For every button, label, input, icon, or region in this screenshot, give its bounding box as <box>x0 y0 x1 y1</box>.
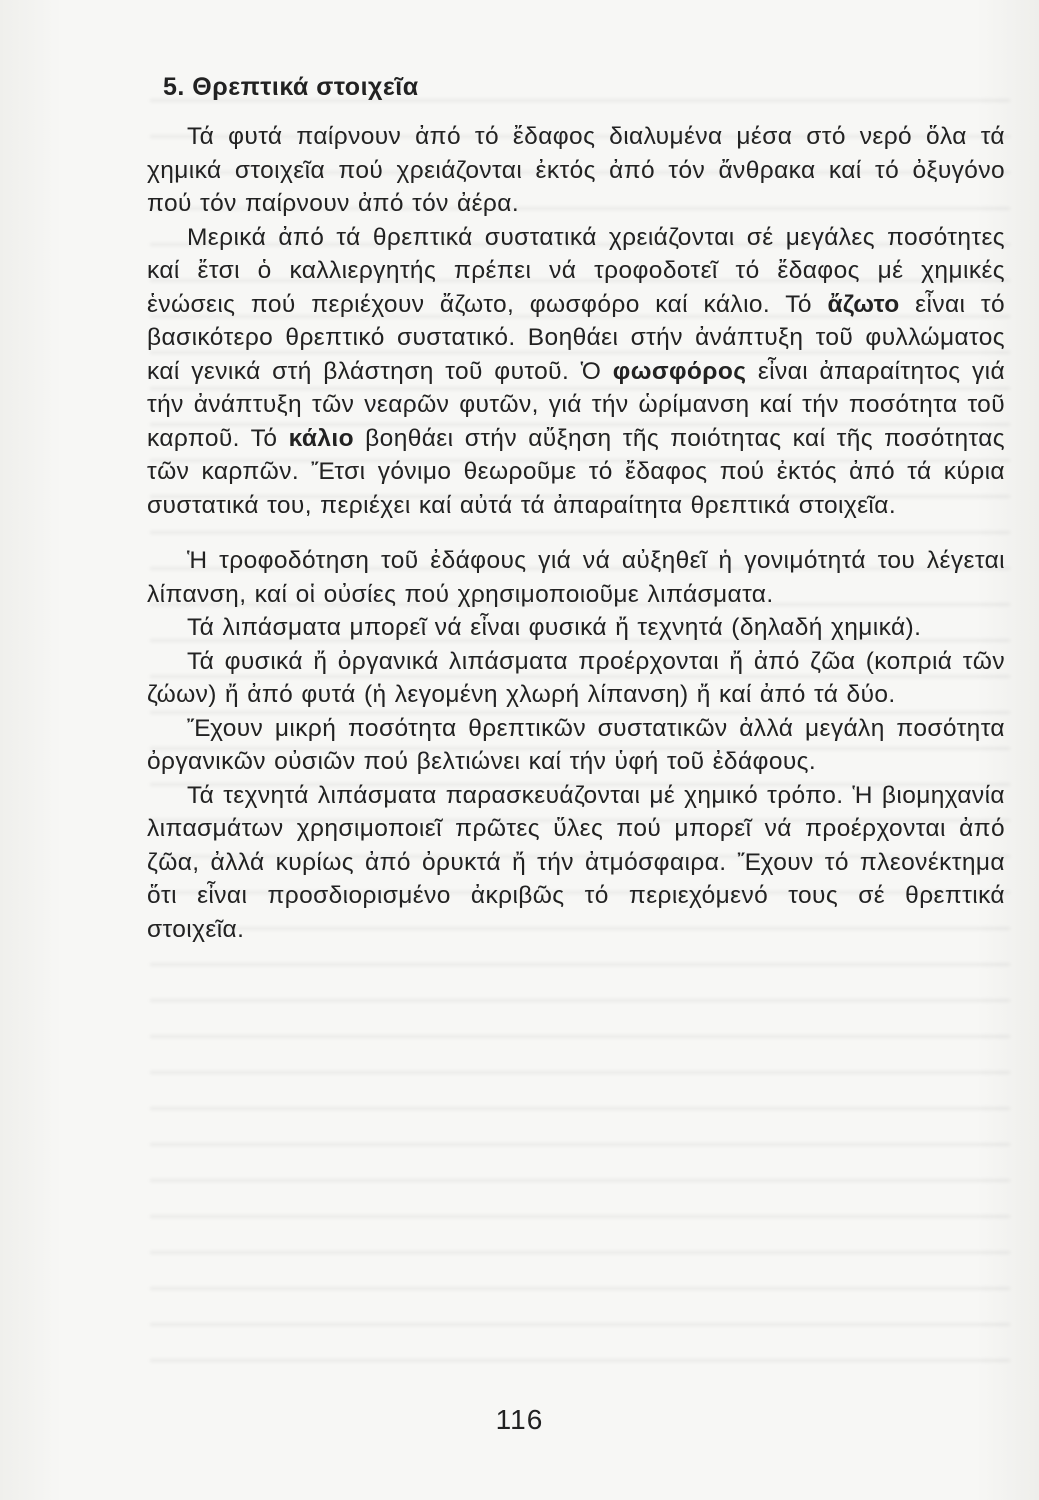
bold-term: κάλιο <box>288 424 354 452</box>
paragraph-text: Τά τεχνητά λιπάσματα παρασκευάζονται μέ χημικό τρόπο. Ἡ βιομηχανία λιπασμάτων χρησιμοποιεῖ πρῶτες ὕλες πού μπορεῖ νά προέρχονται ἀπό ζῶα, ἀλλά κυρίως ἀπό ὀρυκτά ἤ τήν ἀτμόσφαιρα. Ἔχουν τό πλεονέκτημα ὅτι εἶναι προσδιορισμένο ἀκριβῶς τό περιεχόμενό τους σέ θρεπτικά στοιχεῖα. <box>147 781 1005 943</box>
page-number: 116 <box>495 1404 544 1435</box>
paragraph-text: Μερικά ἀπό τά θρεπτικά συστατικά χρειάζονται σέ μεγάλες ποσότητες καί ἔτσι ὁ καλλιεργητής πρέπει νά τροφοδοτεῖ τό ἔδαφος μέ χημικές ἑνώσεις πού περιέχουν ἄζωτο, φωσφόρο καί κάλιο. Τό <box>147 223 1005 318</box>
section-heading: 5. Θρεπτικά στοιχεῖα <box>163 73 419 101</box>
paragraph-text: Τά φυσικά ἤ ὀργανικά λιπάσματα προέρχονται ἤ ἀπό ζῶα (κοπριά τῶν ζώων) ἤ ἀπό φυτά (ἡ λεγομένη χλωρή λίπανση) ἤ καί ἀπό τά δύο. <box>147 647 1005 708</box>
paragraph-text: Ἔχουν μικρή ποσότητα θρεπτικῶν συστατικῶν ἀλλά μεγάλη ποσότητα ὀργανικῶν οὐσιῶν πού βελτιώνει καί τήν ὑφή τοῦ ἐδάφους. <box>147 714 1005 775</box>
paragraph-text: Τά φυτά παίρνουν ἀπό τό ἔδαφος διαλυμένα μέσα στό νερό ὅλα τά χημικά στοιχεῖα πού χρειάζονται ἐκτός ἀπό τόν ἄνθρακα καί τό ὀξυγόνο πού τόν παίρνουν ἀπό τόν ἀέρα. <box>147 123 1005 217</box>
page-content <box>147 70 1005 946</box>
paragraph-text: Ἡ τροφοδότηση τοῦ ἐδάφους γιά νά αὐξηθεῖ ἡ γονιμότητά του λέγεται λίπανση, καί οἱ οὐσίες πού χρησιμοποιοῦμε λιπάσματα. <box>147 547 1005 608</box>
paragraph <box>147 779 1005 947</box>
paragraph-text: Τά λιπάσματα μπορεῖ νά εἶναι φυσικά ἤ τεχνητά (δηλαδή χημικά). <box>187 614 922 641</box>
paragraph <box>147 544 1005 611</box>
paragraph <box>147 120 1005 221</box>
paragraph <box>147 645 1005 712</box>
paragraph-text: βοηθάει στήν αὔξηση τῆς ποιότητας καί τῆς ποσότητας τῶν καρπῶν. Ἔτσι γόνιμο θεωροῦμε τό ἔδαφος πού ἐκτός ἀπό τά κύρια συστατικά του, περιέχει καί αὐτά τά ἀπαραίτητα θρεπτικά στοιχεῖα. <box>147 424 1005 519</box>
body-text <box>147 120 1005 946</box>
paragraph <box>147 611 1005 645</box>
bold-term: ἄζωτο <box>827 290 900 318</box>
paragraph <box>147 712 1005 779</box>
paragraph-text: εἶναι ἀπαραίτητος γιά τήν ἀνάπτυξη τῶν νεαρῶν φυτῶν, γιά τήν ὡρίμανση καί τήν ποσότητα τοῦ καρποῦ. Τό <box>147 357 1006 452</box>
bold-term: φωσφόρος <box>612 357 747 385</box>
paragraph-text: εἶναι τό βασικότερο θρεπτικό συστατικό. Βοηθάει στήν ἀνάπτυξη τοῦ φυλλώματος καί γενικά στή βλάστηση τοῦ φυτοῦ. Ὁ <box>147 290 1005 385</box>
paragraph <box>147 221 1005 523</box>
